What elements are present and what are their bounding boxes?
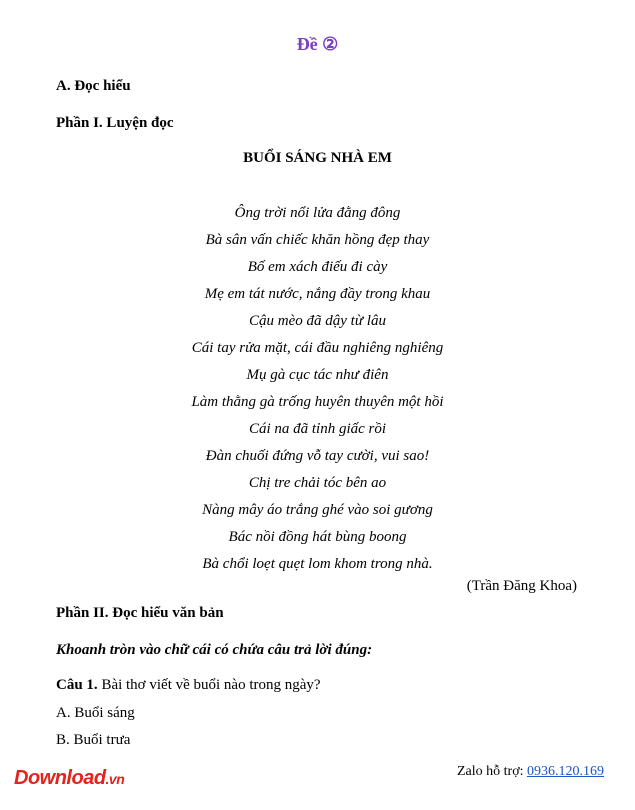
question-text: Bài thơ viết về buổi nào trong ngày?	[101, 677, 321, 693]
poem-line: Làm thằng gà trống huyên thuyên một hồi	[191, 394, 444, 410]
poem-lines	[0, 201, 635, 579]
poem-line: Bà chổi loẹt quẹt lom khom trong nhà.	[202, 556, 433, 572]
poem-line: Chị tre chải tóc bên ao	[248, 475, 387, 491]
poem-title: BUỔI SÁNG NHÀ EM	[243, 150, 392, 166]
poem-line: Nàng mây áo trắng ghé vào soi gương	[202, 502, 433, 518]
poem-line: Ông trời nổi lửa đằng đông	[234, 205, 401, 221]
poem-line: Mẹ em tát nước, nắng đầy trong khau	[204, 286, 431, 302]
logo-tld: .vn	[105, 771, 125, 787]
poem-line: Cái na đã tỉnh giấc rồi	[248, 421, 387, 437]
option-b[interactable]: B. Buổi trưa	[56, 732, 131, 748]
section-a-heading: A. Đọc hiểu	[56, 78, 131, 94]
support-phone-link[interactable]: 0936.120.169	[527, 764, 604, 779]
part2-heading: Phần II. Đọc hiểu văn bản	[56, 605, 224, 621]
poem-line: Mụ gà cục tác như điên	[246, 367, 389, 383]
poem-line: Bố em xách điếu đi cày	[247, 259, 388, 275]
question-1	[56, 677, 321, 694]
download-logo[interactable]	[14, 767, 124, 790]
part1-heading: Phần I. Luyện đọc	[56, 115, 174, 131]
poem-line: Cậu mèo đã dậy từ lâu	[249, 313, 386, 329]
option-a[interactable]: A. Buổi sáng	[56, 705, 135, 721]
poem-author: (Trần Đăng Khoa)	[466, 578, 577, 594]
poem-line: Cái tay rửa mặt, cái đầu nghiêng nghiêng	[191, 340, 444, 356]
support-contact	[457, 764, 604, 780]
poem-line: Bà sân vấn chiếc khăn hồng đẹp thay	[205, 232, 430, 248]
logo-text: Download	[14, 767, 106, 789]
poem-line: Bác nồi đồng hát bùng boong	[228, 529, 407, 545]
poem-line: Đàn chuối đứng vỗ tay cười, vui sao!	[205, 448, 430, 464]
instruction: Khoanh tròn vào chữ cái có chứa câu trả lời đúng:	[56, 642, 373, 658]
question-label: Câu 1.	[56, 677, 98, 693]
support-label: Zalo hỗ trợ:	[457, 764, 527, 779]
exam-heading: Đề ②	[296, 34, 339, 54]
